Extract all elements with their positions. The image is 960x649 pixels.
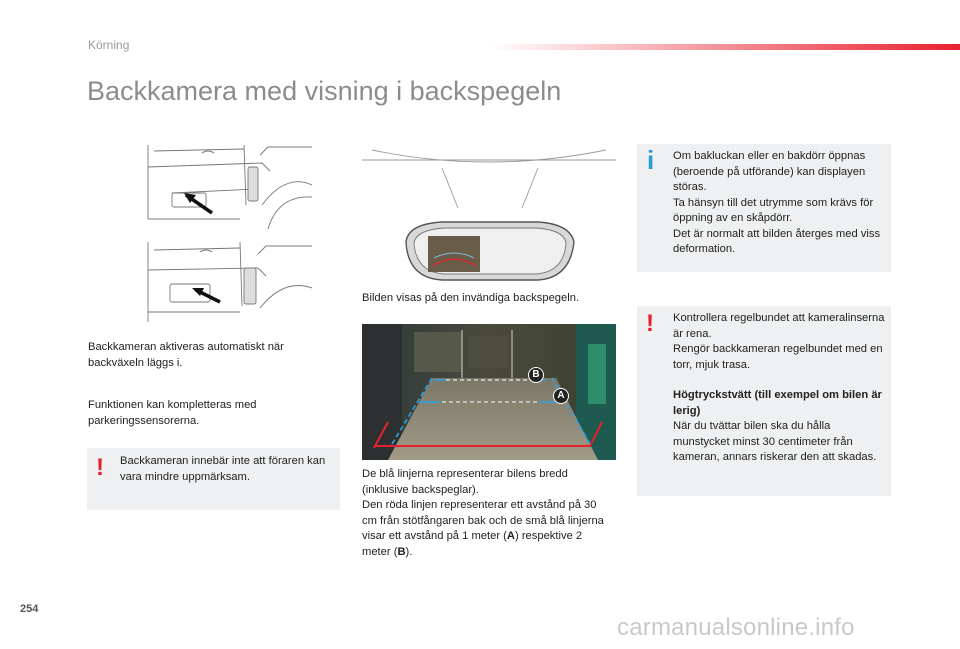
- activation-text: Backkameran aktiveras automatiskt när backväxeln läggs i.: [88, 341, 284, 369]
- line-description-width: De blå linjerna representerar bilens bredd (inklusive backspeglar).: [362, 468, 568, 496]
- line-description-distance: Den röda linjen representerar ett avstånd på 30 cm från stötfångaren bak och de små blå linjerna visar ett avstånd på 1 meter (A) respektive 2 meter (B).: [362, 499, 604, 558]
- camera-label-a: A: [553, 388, 569, 404]
- attention-warning-box: [87, 448, 340, 510]
- car-rear-illustration-bottom: [144, 242, 312, 324]
- warning-icon: !: [646, 310, 654, 337]
- attention-warning-text: Backkameran innebär inte att föraren kan vara mindre uppmärksam.: [120, 455, 326, 483]
- info-icon: i: [647, 145, 655, 175]
- line-description: [362, 467, 612, 560]
- info-text: Om bakluckan eller en bakdörr öppnas (beroende på utförande) kan displayen störas. Ta hänsyn till det utrymme som krävs för öppning av en skåpdörr. Det är normalt att bilden återges med viss deformation.: [673, 150, 881, 255]
- section-label: Körning: [88, 38, 130, 52]
- cleaning-warning-text: Kontrollera regelbundet att kameralinserna är rena. Rengör backkameran regelbundet med en torr, mjuk trasa. Högtryckstvätt (till exempel om bilen är lerig) När du tvättar bilen ska du hålla munstycket minst 30 centimeter från kameran, annars riskerar den att skadas.: [673, 311, 887, 466]
- page-title: Backkamera med visning i backspegeln: [87, 76, 562, 106]
- info-box: [637, 144, 891, 272]
- ref-b: B: [397, 545, 406, 558]
- sensor-text: Funktionen kan kompletteras med parkeringssensorerna.: [88, 399, 257, 427]
- cleaning-warning-box: [637, 306, 891, 496]
- mirror-caption: Bilden visas på den invändiga backspegeln.: [362, 292, 580, 304]
- high-pressure-body: När du tvättar bilen ska du hålla munstycket minst 30 centimeter från kameran, annars riskerar den att skadas.: [673, 420, 877, 463]
- high-pressure-heading: Högtryckstvätt (till exempel om bilen är lerig): [673, 389, 882, 417]
- camera-view-image: [362, 324, 616, 460]
- header-accent-bar: [490, 44, 960, 50]
- warning-icon: !: [96, 454, 104, 481]
- car-rear-illustration-top: [144, 145, 312, 229]
- rearview-mirror-illustration: [362, 146, 616, 286]
- ref-a: A: [506, 530, 515, 542]
- camera-label-b: B: [528, 367, 544, 383]
- page-number: 254: [20, 603, 39, 615]
- watermark: carmanualsonline.info: [617, 614, 855, 641]
